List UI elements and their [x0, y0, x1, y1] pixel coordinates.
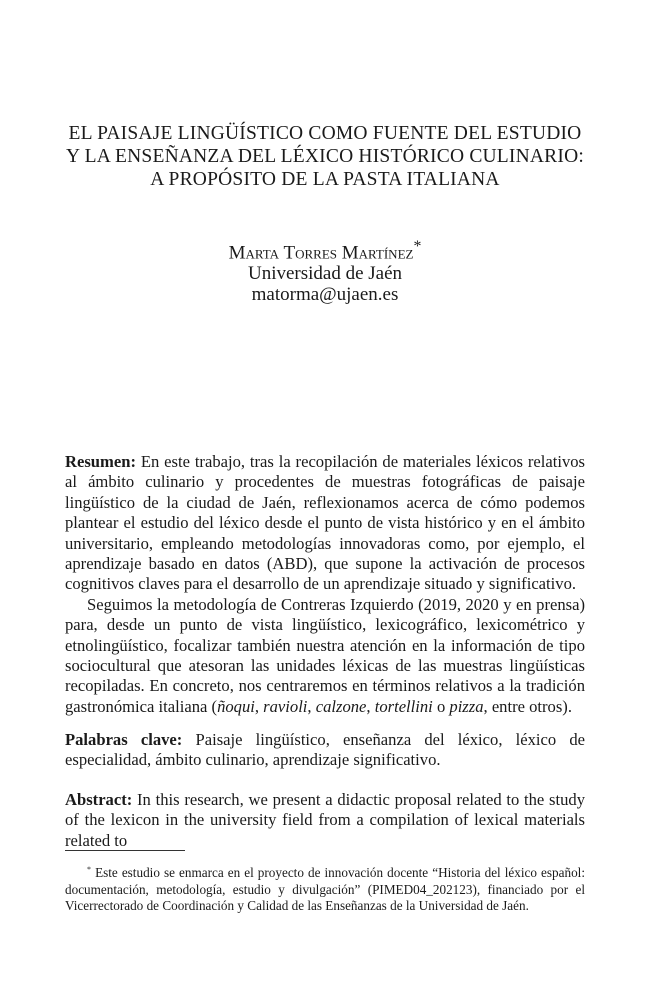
abstract-label: Abstract: [65, 790, 133, 809]
keywords-text: Paisaje lingüístico, enseñanza del léxico, léxico de especialidad, ámbito culinario, aprendizaje significativo. [65, 730, 585, 770]
footnote-marker: * [87, 865, 91, 874]
term-ravioli: ravioli [263, 696, 308, 716]
resumen-text-2: Seguimos la metodología de Contreras Izquierdo (2019, 2020 y en prensa) para, desde un punto de vista lingüístico, lexicográfico, lexicométrico y etnolingüístico, focalizar también nuestra atención en la información de tipo sociocultural que atesoran las unidades léxicas de las muestras lingüísticas recopiladas. En concreto, nos centraremos en términos relativos a la tradición gastronómica italiana ( [65, 594, 585, 716]
article-title [60, 122, 590, 191]
footnote-divider [65, 850, 185, 851]
title-line-2: Y LA ENSEÑANZA DEL LÉXICO HISTÓRICO CULINARIO: [66, 146, 584, 167]
footnote-paragraph [65, 862, 585, 915]
footnote [65, 862, 585, 915]
separator: , [307, 696, 316, 716]
resumen-text-end: , entre otros). [483, 696, 572, 716]
abstract-section [65, 790, 585, 851]
separator: , [254, 696, 264, 716]
resumen-paragraph-1 [65, 452, 585, 595]
term-calzone: calzone [315, 696, 367, 716]
separator: , [366, 696, 375, 716]
footnote-text: Este estudio se enmarca en el proyecto de innovación docente “Historia del léxico español: documentación, metodología, estudio y divulgación” (PIMED04_202123), financiado por el Vicerrectorado de Coordinación y Calidad de las Enseñanzas de la Universidad de Jaén. [65, 865, 585, 914]
term-noqui: ñoqui [217, 696, 255, 716]
resumen-text-1: En este trabajo, tras la recopilación de materiales léxicos relativos al ámbito culinario y procedentes de muestras fotográficas de paisaje lingüístico de la ciudad de Jaén, reflexionamos acerca de cómo podemos plantear el estudio del léxico desde el punto de vista histórico y en el ámbito universitario, empleando metodologías innovadoras como, por ejemplo, el aprendizaje basado en datos (ABD), que supone la activación de procesos cognitivos claves para el desarrollo de un aprendizaje situado y significativo. [65, 452, 585, 594]
keywords-paragraph [65, 730, 585, 771]
abstract-text: In this research, we present a didactic proposal related to the study of the lexicon in the university field from a compilation of lexical materials related to [65, 790, 585, 850]
separator: o [432, 696, 450, 716]
title-line-3: A PROPÓSITO DE LA PASTA ITALIANA [150, 169, 500, 190]
author-name: Marta Torres Martínez [228, 242, 414, 264]
author-footnote-marker: * [413, 238, 422, 255]
resumen-label: Resumen: [65, 452, 136, 471]
resumen-section [65, 452, 585, 717]
term-tortellini: tortellini [374, 696, 433, 716]
term-pizza: pizza [449, 696, 484, 716]
keywords-label: Palabras clave: [65, 730, 183, 749]
title-line-1: EL PAISAJE LINGÜÍSTICO COMO FUENTE DEL ESTUDIO [68, 123, 582, 144]
author-block [150, 236, 500, 305]
keywords-section [65, 730, 585, 771]
author-affiliation: Universidad de Jaén [247, 263, 403, 285]
resumen-paragraph-2 [65, 595, 585, 717]
abstract-paragraph [65, 790, 585, 851]
author-line [150, 236, 500, 263]
author-email: matorma@ujaen.es [251, 284, 399, 306]
